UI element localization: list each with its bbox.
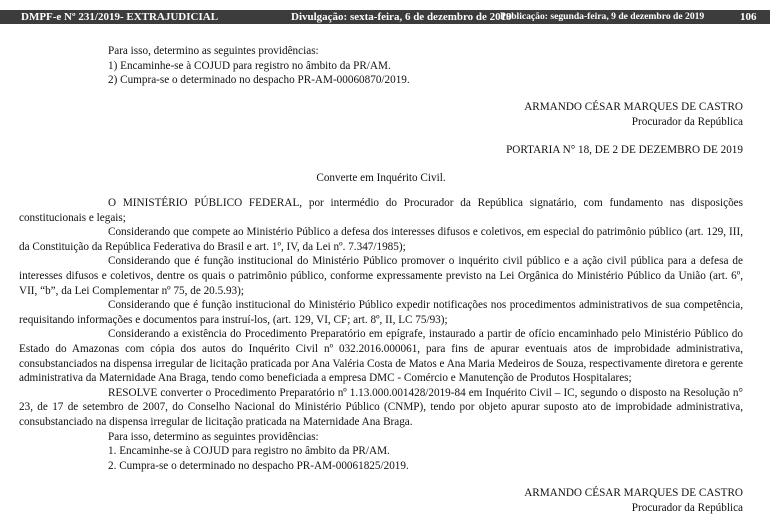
provision-item-1: 1) Encaminhe-se à COJUD para registro no âmbito da PR/AM. bbox=[108, 59, 391, 72]
paragraph-considerando-1: Considerando que compete ao Ministério Público a defesa dos interesses difusos e coletivos, em especial do patrimônio público (art. 129, III, da Constituição da República Federativa do Brasil e art. 1º, IV, da Lei nº. 7.347/1985); bbox=[19, 226, 743, 253]
portaria-heading: PORTARIA N° 18, DE 2 DE DEZEMBRO DE 2019 bbox=[506, 144, 743, 156]
page-number: 106 bbox=[740, 11, 757, 23]
signer-role: Procurador da República bbox=[631, 115, 743, 128]
provision-item-2: 2) Cumpra-se o determinado no despacho PR-AM-00060870/2019. bbox=[108, 74, 410, 87]
first-act-provisions bbox=[19, 44, 743, 88]
paragraph-considerando-2: Considerando que é função institucional do Ministério Público promover o inquérito civil público e a ação civil pública para a defesa de interesses difusos e coletivos, dentre os quais o patrimônio público, conforme expressamente previsto na Lei Orgânica do Ministério Público da União (art. 6º, VII, “b”, da Lei Complementar nº 75, de 20.5.93); bbox=[19, 255, 743, 297]
edition-label: DMPF-e Nº 231/2019- EXTRAJUDICIAL bbox=[21, 11, 219, 23]
portaria-body bbox=[19, 196, 743, 473]
provision-item-2: 2. Cumpra-se o determinado no despacho PR-AM-00061825/2019. bbox=[108, 459, 409, 472]
portaria-title bbox=[19, 143, 743, 158]
signer-name: ARMANDO CÉSAR MARQUES DE CASTRO bbox=[524, 487, 743, 499]
provision-item-1: 1. Encaminhe-se à COJUD para registro no âmbito da PR/AM. bbox=[108, 445, 390, 458]
portaria-subtitle-block bbox=[19, 171, 743, 186]
provisions-intro: Para isso, determino as seguintes providências: bbox=[108, 45, 319, 57]
paragraph-considerando-4: Considerando a existência do Procedimento Preparatório em epígrafe, instaurado a partir de ofício encaminhado pelo Ministério Público do Estado do Amazonas com cópia dos autos do Inquérito Civil nº 032.2016.000061, para fins de apurar eventuais atos de improbidade administrativa, consubstanciados na dispensa irregular de licitação praticada por Ana Valéria Costa de Matos e Ana Maria Medeiros de Souza, respectivamente diretora e gerente administrativa da Maternidade Ana Braga, tendo como beneficiada a empresa DMC - Comércio e Manutenção de Produtos Hospitalares; bbox=[19, 328, 743, 385]
portaria-signature bbox=[19, 486, 743, 515]
paragraph-considerando-3: Considerando que é função institucional do Ministério Público expedir notificações nos procedimentos administrativos de sua competência, requisitando informações e documentos para instruí-los, (art. 129, VI, CF; art. 8º, II, LC 75/93); bbox=[19, 299, 743, 326]
divulgacao-date: Divulgação: sexta-feira, 6 de dezembro de 2019 bbox=[291, 11, 512, 23]
portaria-subtitle: Converte em Inquérito Civil. bbox=[316, 172, 446, 184]
publicacao-date: Publicação: segunda-feira, 9 de dezembro de 2019 bbox=[500, 11, 705, 22]
first-act-signature bbox=[19, 100, 743, 129]
signer-role: Procurador da República bbox=[631, 501, 743, 514]
page-header bbox=[0, 10, 770, 24]
provisions-intro: Para isso, determino as seguintes providências: bbox=[108, 430, 319, 443]
paragraph-preamble: O MINISTÉRIO PÚBLICO FEDERAL, por intermédio do Procurador da República signatário, com fundamento nas disposições constitucionais e legais; bbox=[19, 197, 743, 224]
paragraph-resolve: RESOLVE converter o Procedimento Preparatório nº 1.13.000.001428/2019-84 em Inquérito Civil – IC, segundo o disposto na Resolução n° 23, de 17 de setembro de 2007, do Conselho Nacional do Ministério Público (CNMP), tendo por objeto apurar suposto ato de improbidade administrativa, consubstanciado na dispensa irregular de licitação praticada na Maternidade Ana Braga. bbox=[19, 386, 743, 428]
signer-name: ARMANDO CÉSAR MARQUES DE CASTRO bbox=[524, 101, 743, 113]
